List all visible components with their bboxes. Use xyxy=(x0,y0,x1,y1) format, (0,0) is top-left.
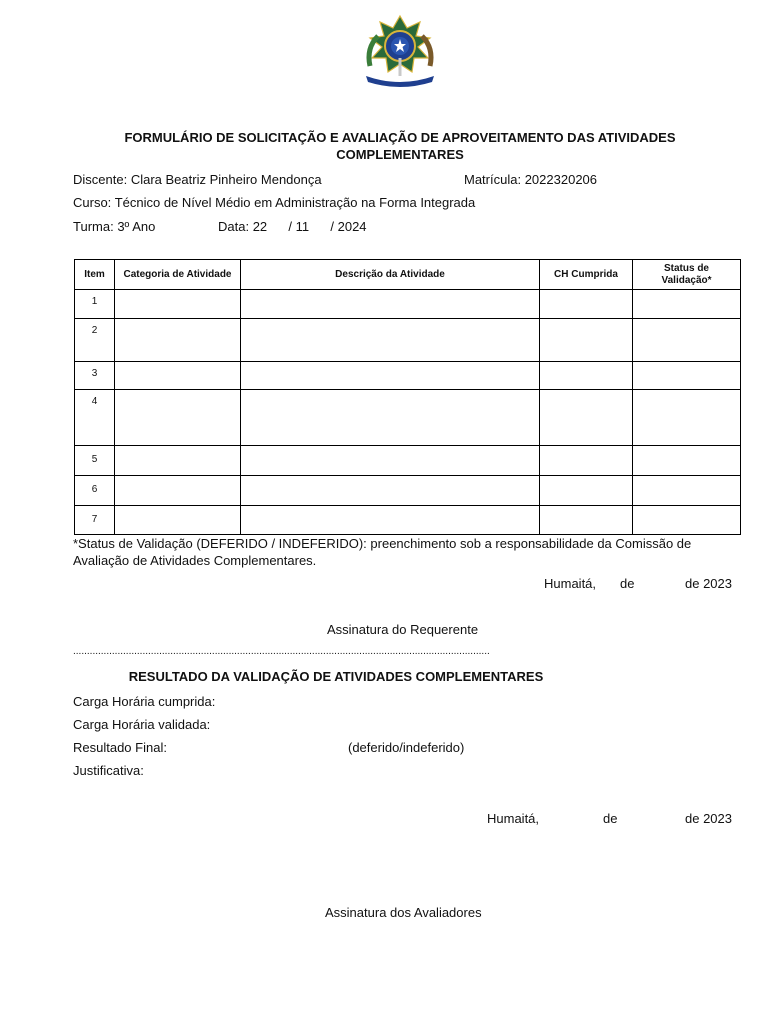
table-row xyxy=(75,476,741,506)
carga-validada-label: Carga Horária validada: xyxy=(73,717,211,732)
data-day: 22 xyxy=(252,219,268,234)
table-row xyxy=(75,506,741,535)
cell-ch[interactable] xyxy=(540,506,633,535)
data-month: / 11 xyxy=(288,219,310,234)
table-row xyxy=(75,446,741,476)
header-categoria: Categoria de Atividade xyxy=(115,260,241,290)
curso-value: Técnico de Nível Médio em Administração na Forma Integrada xyxy=(114,195,476,210)
discente-label: Discente: xyxy=(73,172,128,187)
table-row xyxy=(75,290,741,319)
coat-of-arms-logo xyxy=(360,14,440,88)
matricula-label: Matrícula: xyxy=(464,172,522,187)
header-item: Item xyxy=(75,260,115,290)
discente-value: Clara Beatriz Pinheiro Mendonça xyxy=(130,172,322,187)
justificativa-label: Justificativa: xyxy=(73,763,144,778)
cell-ch[interactable] xyxy=(540,476,633,506)
cell-descricao[interactable] xyxy=(241,446,540,476)
data-field xyxy=(218,219,367,234)
row-item-number: 3 xyxy=(75,362,115,390)
header-status: Status de Validação* xyxy=(633,260,741,290)
row-item-number: 4 xyxy=(75,390,115,446)
row-item-number: 2 xyxy=(75,319,115,362)
cell-ch[interactable] xyxy=(540,290,633,319)
header-descricao: Descrição da Atividade xyxy=(241,260,540,290)
resultado-options: (deferido/indeferido) xyxy=(348,740,465,755)
cell-categoria[interactable] xyxy=(115,390,241,446)
result-title: RESULTADO DA VALIDAÇÃO DE ATIVIDADES COMPLEMENTARES xyxy=(128,669,544,684)
turma-field xyxy=(73,219,155,234)
cell-categoria[interactable] xyxy=(115,506,241,535)
cell-ch[interactable] xyxy=(540,362,633,390)
cell-categoria[interactable] xyxy=(115,319,241,362)
carga-cumprida-label: Carga Horária cumprida: xyxy=(73,694,216,709)
cell-categoria[interactable] xyxy=(115,290,241,319)
table-row xyxy=(75,390,741,446)
cell-status[interactable] xyxy=(633,362,741,390)
cell-status[interactable] xyxy=(633,390,741,446)
status-note: *Status de Validação (DEFERIDO / INDEFERIDO): preenchimento sob a responsabilidade da Comissão de Avaliação de Atividades Complementares. xyxy=(73,536,692,568)
row-item-number: 5 xyxy=(75,446,115,476)
curso-label: Curso: xyxy=(73,195,112,210)
curso-field xyxy=(73,195,475,210)
cell-ch[interactable] xyxy=(540,319,633,362)
turma-label: Turma: xyxy=(73,219,114,234)
discente-field xyxy=(73,172,322,187)
date-year-label: de 2023 xyxy=(685,811,732,826)
cell-ch[interactable] xyxy=(540,390,633,446)
cell-categoria[interactable] xyxy=(115,446,241,476)
row-item-number: 7 xyxy=(75,506,115,535)
cell-descricao[interactable] xyxy=(241,390,540,446)
data-year: / 2024 xyxy=(330,219,367,234)
cell-status[interactable] xyxy=(633,319,741,362)
resultado-final-label: Resultado Final: xyxy=(73,740,167,755)
cell-categoria[interactable] xyxy=(115,362,241,390)
matricula-field xyxy=(464,172,597,187)
cell-descricao[interactable] xyxy=(241,362,540,390)
activities-table xyxy=(74,259,741,535)
table-row xyxy=(75,362,741,390)
cell-status[interactable] xyxy=(633,476,741,506)
city-label: Humaitá, xyxy=(544,576,597,591)
cell-ch[interactable] xyxy=(540,446,633,476)
table-row xyxy=(75,319,741,362)
header-ch-cumprida: CH Cumprida xyxy=(540,260,633,290)
signature-avaliadores: Assinatura dos Avaliadores xyxy=(325,905,482,920)
cell-descricao[interactable] xyxy=(241,476,540,506)
matricula-value: 2022320206 xyxy=(524,172,598,187)
separator-line: ...................................................................................................................................................... xyxy=(73,646,490,657)
data-label: Data: xyxy=(218,219,250,234)
city-label: Humaitá, xyxy=(487,811,540,826)
cell-status[interactable] xyxy=(633,446,741,476)
cell-descricao[interactable] xyxy=(241,506,540,535)
cell-status[interactable] xyxy=(633,290,741,319)
cell-status[interactable] xyxy=(633,506,741,535)
date-de-label: de xyxy=(620,576,635,591)
cell-descricao[interactable] xyxy=(241,290,540,319)
cell-descricao[interactable] xyxy=(241,319,540,362)
date-de-label: de xyxy=(603,811,618,826)
turma-value: 3º Ano xyxy=(117,219,156,234)
row-item-number: 1 xyxy=(75,290,115,319)
date-year-label: de 2023 xyxy=(685,576,732,591)
table-header-row xyxy=(75,260,741,290)
form-title: FORMULÁRIO DE SOLICITAÇÃO E AVALIAÇÃO DE APROVEITAMENTO DAS ATIVIDADES COMPLEMENTARES xyxy=(124,130,676,162)
cell-categoria[interactable] xyxy=(115,476,241,506)
signature-requerente: Assinatura do Requerente xyxy=(327,622,479,637)
row-item-number: 6 xyxy=(75,476,115,506)
